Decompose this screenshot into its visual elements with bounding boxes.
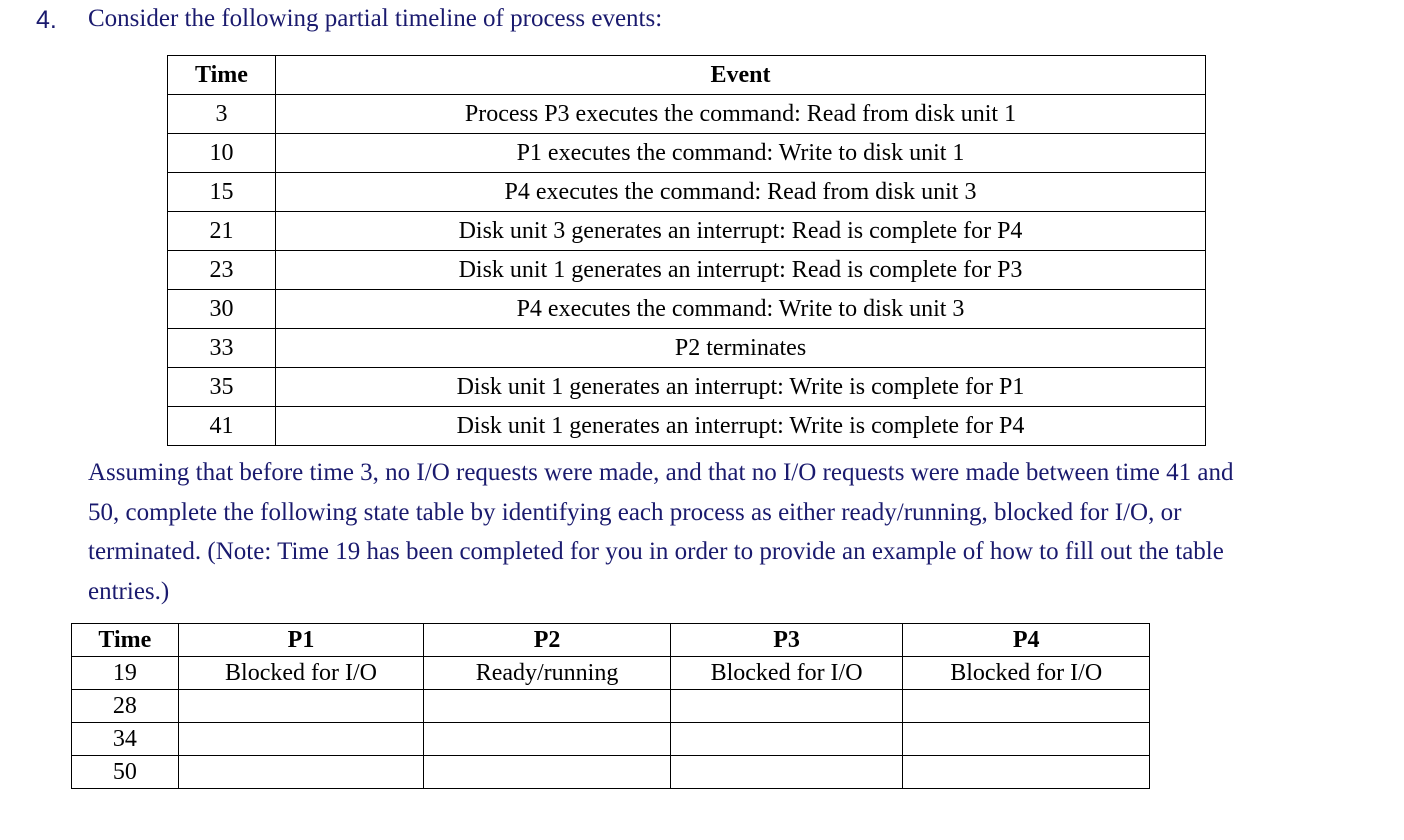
timeline-time-cell: 3 bbox=[168, 95, 276, 134]
state-p4-cell[interactable]: Blocked for I/O bbox=[903, 657, 1150, 690]
timeline-header-time: Time bbox=[168, 56, 276, 95]
instructions-line: terminated. (Note: Time 19 has been completed for you in order to provide an example of how to fill out the table bbox=[88, 538, 1224, 565]
state-p3-cell[interactable] bbox=[670, 690, 903, 723]
table-row bbox=[72, 723, 1150, 756]
state-time-cell: 50 bbox=[72, 756, 179, 789]
table-row bbox=[168, 329, 1206, 368]
timeline-table bbox=[167, 55, 1206, 446]
timeline-event-cell: Disk unit 1 generates an interrupt: Write is complete for P1 bbox=[276, 368, 1206, 407]
table-row bbox=[168, 173, 1206, 212]
table-row bbox=[72, 756, 1150, 789]
state-p2-cell[interactable]: Ready/running bbox=[424, 657, 671, 690]
timeline-time-cell: 35 bbox=[168, 368, 276, 407]
state-p3-cell[interactable]: Blocked for I/O bbox=[670, 657, 903, 690]
state-p1-cell[interactable]: Blocked for I/O bbox=[178, 657, 424, 690]
timeline-event-cell: P4 executes the command: Write to disk unit 3 bbox=[276, 290, 1206, 329]
instructions-line: Assuming that before time 3, no I/O requests were made, and that no I/O requests were made between time 41 and bbox=[88, 459, 1234, 486]
state-p4-cell[interactable] bbox=[903, 723, 1150, 756]
state-header-p2: P2 bbox=[424, 624, 671, 657]
state-p4-cell[interactable] bbox=[903, 756, 1150, 789]
instructions-paragraph bbox=[88, 453, 1388, 611]
state-time-cell: 19 bbox=[72, 657, 179, 690]
table-row bbox=[168, 407, 1206, 446]
table-row bbox=[168, 368, 1206, 407]
timeline-event-cell: Process P3 executes the command: Read from disk unit 1 bbox=[276, 95, 1206, 134]
table-row bbox=[168, 290, 1206, 329]
state-p2-cell[interactable] bbox=[424, 723, 671, 756]
timeline-event-cell: P1 executes the command: Write to disk unit 1 bbox=[276, 134, 1206, 173]
timeline-header-row bbox=[168, 56, 1206, 95]
table-row bbox=[72, 690, 1150, 723]
instructions-line: 50, complete the following state table by identifying each process as either ready/running, blocked for I/O, or bbox=[88, 498, 1182, 526]
table-row bbox=[168, 134, 1206, 173]
timeline-time-cell: 10 bbox=[168, 134, 276, 173]
state-p4-cell[interactable] bbox=[903, 690, 1150, 723]
state-header-time: Time bbox=[72, 624, 179, 657]
state-p3-cell[interactable] bbox=[670, 723, 903, 756]
table-row bbox=[168, 212, 1206, 251]
state-time-cell: 28 bbox=[72, 690, 179, 723]
timeline-event-cell: Disk unit 3 generates an interrupt: Read is complete for P4 bbox=[276, 212, 1206, 251]
table-row bbox=[168, 95, 1206, 134]
timeline-time-cell: 21 bbox=[168, 212, 276, 251]
question-text: Consider the following partial timeline of process events: bbox=[88, 5, 663, 32]
timeline-event-cell: P4 executes the command: Read from disk unit 3 bbox=[276, 173, 1206, 212]
state-p3-cell[interactable] bbox=[670, 756, 903, 789]
state-header-p4: P4 bbox=[903, 624, 1150, 657]
instructions-line: entries.) bbox=[88, 577, 170, 605]
timeline-event-cell: Disk unit 1 generates an interrupt: Write is complete for P4 bbox=[276, 407, 1206, 446]
state-header-row bbox=[72, 624, 1150, 657]
state-p2-cell[interactable] bbox=[424, 756, 671, 789]
timeline-time-cell: 30 bbox=[168, 290, 276, 329]
state-header-p3: P3 bbox=[670, 624, 903, 657]
timeline-event-cell: P2 terminates bbox=[276, 329, 1206, 368]
timeline-time-cell: 15 bbox=[168, 173, 276, 212]
state-table bbox=[71, 623, 1150, 789]
state-time-cell: 34 bbox=[72, 723, 179, 756]
table-row bbox=[72, 657, 1150, 690]
state-p1-cell[interactable] bbox=[178, 723, 424, 756]
state-header-p1: P1 bbox=[178, 624, 424, 657]
state-p2-cell[interactable] bbox=[424, 690, 671, 723]
question-number: 4. bbox=[36, 6, 57, 34]
timeline-event-cell: Disk unit 1 generates an interrupt: Read is complete for P3 bbox=[276, 251, 1206, 290]
timeline-time-cell: 33 bbox=[168, 329, 276, 368]
timeline-header-event: Event bbox=[276, 56, 1206, 95]
state-p1-cell[interactable] bbox=[178, 690, 424, 723]
timeline-time-cell: 41 bbox=[168, 407, 276, 446]
table-row bbox=[168, 251, 1206, 290]
timeline-time-cell: 23 bbox=[168, 251, 276, 290]
state-p1-cell[interactable] bbox=[178, 756, 424, 789]
